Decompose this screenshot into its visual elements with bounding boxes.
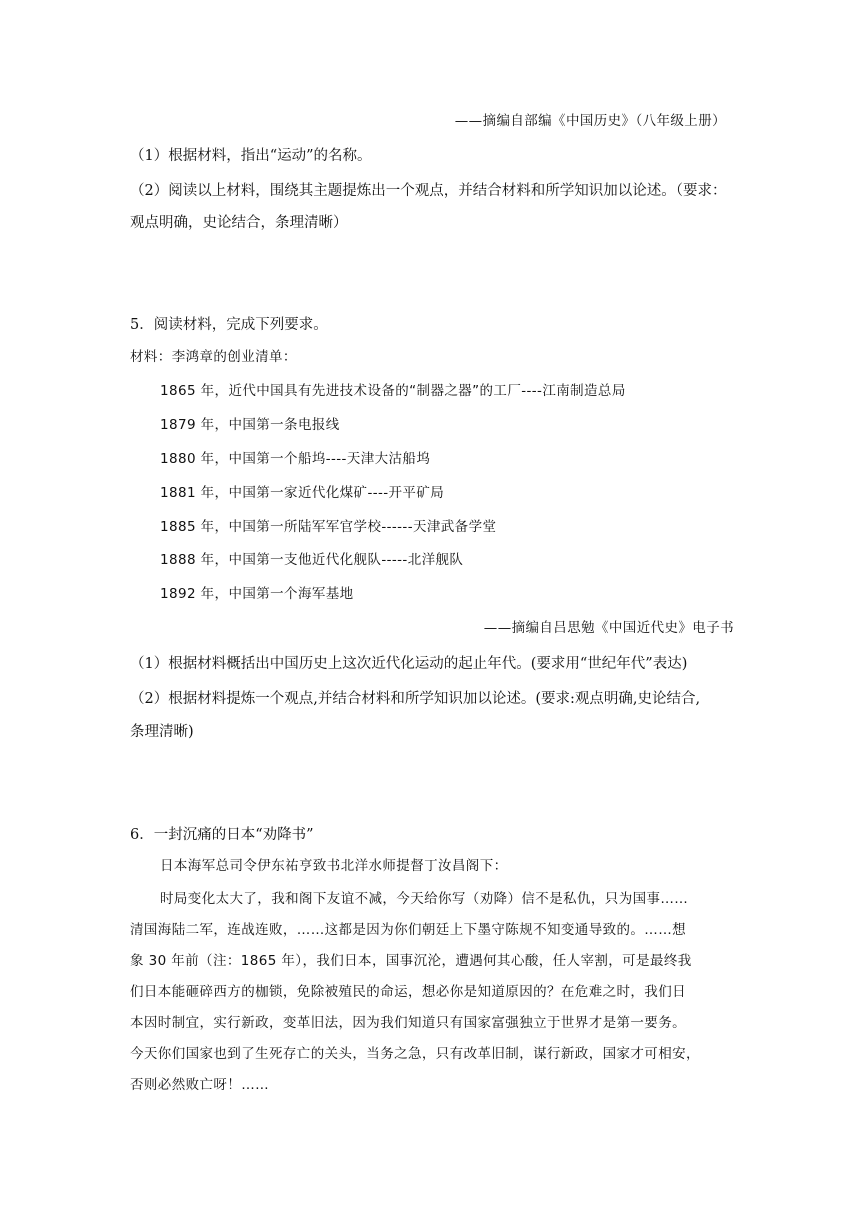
- q6-letter-line: 今天你们国家也到了生死存亡的关头，当务之急，只有改革旧制，谋行新政，国家才可相安，: [130, 1046, 700, 1062]
- q5-sub2-line1: （2）根据材料提炼一个观点,并结合材料和所学知识加以论述。(要求:观点明确,史论结合,: [130, 691, 701, 707]
- q6-letter-line: 清国海陆二军，连战连败，……这都是因为你们朝廷上下墨守陈规不知变通导致的。……想: [130, 922, 686, 938]
- q6-letter-line: 否则必然败亡呀！……: [130, 1077, 269, 1093]
- q5-sub2-line2: 条理清晰): [130, 724, 194, 740]
- q5-material-label: 材料：李鸿章的创业清单：: [130, 349, 297, 365]
- q5-list-item: 1879 年，中国第一条电报线: [160, 417, 340, 433]
- q6-title: 6．一封沉痛的日本“劝降书”: [130, 827, 314, 843]
- q5-list-item: 1892 年，中国第一个海军基地: [160, 586, 354, 602]
- q6-letter-line: 象 30 年前（注：1865 年），我们日本，国事沉沦，遭遇何其心酸，任人宰割，可是最终我: [130, 953, 692, 969]
- q5-list-item: 1881 年，中国第一家近代化煤矿----开平矿局: [160, 485, 445, 501]
- q4-sub2-line1: （2）阅读以上材料，围绕其主题提炼出一个观点，并结合材料和所学知识加以论述。（要求：: [130, 183, 727, 199]
- q6-letter-line: 们日本能砸碎西方的枷锁，免除被殖民的命运，想必你是知道原因的？在危难之时，我们日: [130, 984, 686, 1000]
- q5-list-item: 1888 年，中国第一支他近代化舰队-----北洋舰队: [160, 552, 464, 568]
- q5-list-item: 1885 年，中国第一所陆军军官学校------天津武备学堂: [160, 519, 497, 535]
- q5-list-item: 1880 年，中国第一个船坞----天津大沽船坞: [160, 451, 431, 467]
- q6-letter-line: 本因时制宜，实行新政，变革旧法，因为我们知道只有国家富强独立于世界才是第一要务。: [130, 1015, 686, 1031]
- q5-title: 5．阅读材料，完成下列要求。: [130, 317, 328, 333]
- q6-salutation: 日本海军总司令伊东祐亨致书北洋水师提督丁汝昌阁下：: [160, 858, 508, 874]
- q4-sub2-line2: 观点明确，史论结合，条理清晰）: [130, 215, 348, 231]
- q4-sub1: （1）根据材料，指出“运动”的名称。: [130, 148, 372, 164]
- q5-sub1: （1）根据材料概括出中国历史上这次近代化运动的起止年代。(要求用“世纪年代”表达): [130, 656, 688, 672]
- q4-source: ——摘编自部编《中国历史》（八年级上册）: [454, 113, 726, 129]
- q5-list-item: 1865 年，近代中国具有先进技术设备的“制器之器”的工厂----江南制造总局: [160, 383, 626, 399]
- q5-source: ——摘编自吕思勉《中国近代史》电子书: [483, 620, 734, 636]
- q6-letter-line: 时局变化太大了，我和阁下友谊不减，今天给你写（劝降）信不是私仇，只为国事……: [160, 891, 689, 907]
